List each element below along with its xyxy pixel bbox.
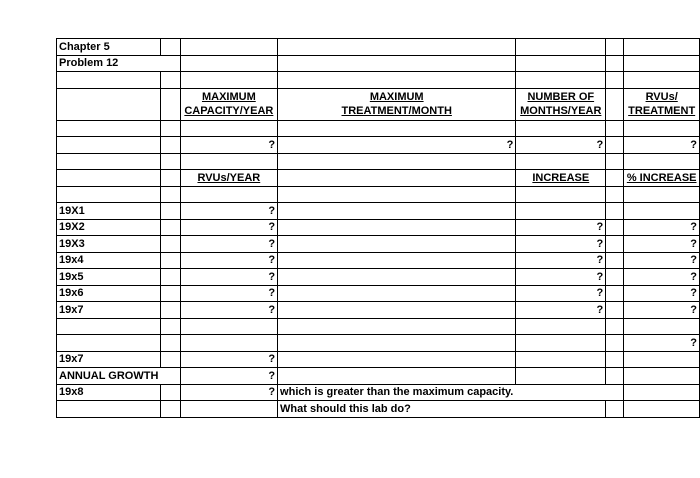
empty-cell: [57, 137, 161, 154]
empty-cell: [161, 384, 180, 401]
row-problem: [57, 55, 700, 72]
empty-cell: [278, 252, 516, 269]
year-label: 19x6: [57, 285, 161, 302]
pct-cell[interactable]: ?: [624, 219, 700, 236]
table-row: [57, 219, 700, 236]
empty-cell: [516, 351, 606, 368]
rvus-cell[interactable]: ?: [180, 269, 277, 286]
year-label: 19X3: [57, 236, 161, 253]
rvus-cell[interactable]: ?: [180, 236, 277, 253]
rvus-cell[interactable]: ?: [180, 302, 277, 319]
year-label: 19x7: [57, 302, 161, 319]
year-label: 19x4: [57, 252, 161, 269]
input-max-treatment[interactable]: ?: [278, 137, 516, 154]
pct-cell[interactable]: ?: [624, 252, 700, 269]
empty-cell: [161, 236, 180, 253]
empty-cell: [278, 203, 516, 220]
summary-19x7-row: [57, 351, 700, 368]
empty-cell: [278, 120, 516, 137]
empty-cell: [161, 401, 180, 418]
empty-cell: [161, 351, 180, 368]
empty-cell: [180, 186, 277, 203]
empty-cell: [161, 203, 180, 220]
subheader-increase: INCREASE: [516, 170, 606, 187]
empty-cell: [57, 120, 161, 137]
empty-cell: [624, 120, 700, 137]
annual-growth-row: [57, 368, 700, 385]
empty-cell: [606, 318, 624, 335]
empty-cell: [278, 318, 516, 335]
pct-cell[interactable]: [624, 203, 700, 220]
empty-cell: [606, 335, 624, 352]
header-row: [57, 88, 700, 120]
table-row: [57, 252, 700, 269]
empty-cell: [161, 170, 180, 187]
summary-19x7-value[interactable]: ?: [180, 351, 277, 368]
empty-cell: [161, 302, 180, 319]
empty-cell: [624, 153, 700, 170]
summary-19x7-label: 19x7: [57, 351, 161, 368]
year-label: 19x5: [57, 269, 161, 286]
empty-cell: [516, 153, 606, 170]
rvus-cell[interactable]: ?: [180, 219, 277, 236]
empty-cell: [161, 335, 180, 352]
empty-cell: [606, 401, 624, 418]
rvus-cell[interactable]: ?: [180, 285, 277, 302]
empty-cell: [161, 269, 180, 286]
note-line-2: What should this lab do?: [278, 401, 516, 418]
table-row: [57, 269, 700, 286]
empty-cell: [180, 335, 277, 352]
empty-cell: [278, 351, 516, 368]
empty-cell: [278, 236, 516, 253]
empty-cell: [606, 269, 624, 286]
empty-cell: [161, 186, 180, 203]
empty-cell: [161, 120, 180, 137]
increase-cell[interactable]: ?: [516, 285, 606, 302]
table-row: [57, 203, 700, 220]
increase-cell[interactable]: ?: [516, 302, 606, 319]
empty-cell: [516, 335, 606, 352]
empty-cell: [606, 252, 624, 269]
empty-cell: [606, 120, 624, 137]
empty-cell: [57, 153, 161, 170]
subheader-pct-increase: % INCREASE: [624, 170, 700, 187]
note-row: [57, 401, 700, 418]
header-max-treatment: MAXIMUM TREATMENT/MONTH: [278, 88, 516, 120]
empty-cell: [516, 318, 606, 335]
note-line-1: which is greater than the maximum capacity.: [278, 384, 516, 401]
pct-cell[interactable]: ?: [624, 285, 700, 302]
header-max-capacity: MAXIMUM CAPACITY/YEAR: [180, 88, 277, 120]
increase-cell[interactable]: ?: [516, 269, 606, 286]
subheader-row: [57, 170, 700, 187]
empty-cell: [624, 318, 700, 335]
empty-cell: [278, 335, 516, 352]
rvus-cell[interactable]: ?: [180, 252, 277, 269]
empty-cell: [57, 318, 161, 335]
input-months-per-year[interactable]: ?: [516, 137, 606, 154]
empty-cell: [516, 368, 606, 385]
annual-growth-label: ANNUAL GROWTH: [57, 368, 161, 385]
empty-cell: [606, 302, 624, 319]
summary-19x8-value[interactable]: ?: [180, 384, 277, 401]
empty-cell: [161, 219, 180, 236]
empty-cell: [624, 351, 700, 368]
increase-cell[interactable]: [516, 203, 606, 220]
empty-cell: [180, 72, 277, 89]
empty-cell: [278, 186, 516, 203]
empty-cell: [180, 153, 277, 170]
summary-19x8-row: [57, 384, 700, 401]
input-rvus-per-treatment[interactable]: ?: [624, 137, 700, 154]
chapter-label: Chapter 5: [57, 39, 161, 56]
empty-cell: [161, 137, 180, 154]
empty-cell: [516, 384, 606, 401]
empty-cell: [180, 401, 277, 418]
empty-cell: [516, 401, 606, 418]
empty-cell: [161, 285, 180, 302]
empty-cell: [516, 72, 606, 89]
empty-cell: [606, 153, 624, 170]
empty-cell: [606, 384, 624, 401]
empty-cell: [624, 368, 700, 385]
pct-cell[interactable]: ?: [624, 269, 700, 286]
empty-cell: [606, 203, 624, 220]
empty-cell: [57, 401, 161, 418]
table-row: [57, 285, 700, 302]
spreadsheet-grid: [56, 38, 700, 418]
empty-cell: [516, 120, 606, 137]
problem-label: Problem 12: [57, 55, 161, 72]
empty-cell: [278, 72, 516, 89]
empty-cell: [624, 186, 700, 203]
empty-cell: [161, 72, 180, 89]
empty-cell: [606, 186, 624, 203]
empty-cell: [606, 219, 624, 236]
input-row: [57, 137, 700, 154]
header-months-per-year: NUMBER OF MONTHS/YEAR: [516, 88, 606, 120]
empty-cell: [161, 368, 180, 385]
year-label: 19X1: [57, 203, 161, 220]
empty-cell: [606, 236, 624, 253]
table-row: [57, 236, 700, 253]
empty-cell: [180, 318, 277, 335]
empty-cell: [278, 153, 516, 170]
increase-cell[interactable]: ?: [516, 236, 606, 253]
input-max-capacity[interactable]: ?: [180, 137, 277, 154]
annual-growth-value[interactable]: ?: [180, 368, 277, 385]
row-chapter: [57, 39, 700, 56]
empty-cell: [606, 285, 624, 302]
empty-cell: [57, 335, 161, 352]
empty-cell: [278, 269, 516, 286]
year-label: 19X2: [57, 219, 161, 236]
empty-cell: [624, 401, 700, 418]
header-rvus-per-treatment: RVUs/ TREATMENT: [624, 88, 700, 120]
empty-cell: [606, 72, 624, 89]
empty-cell: [606, 351, 624, 368]
empty-cell: [161, 153, 180, 170]
empty-cell: [606, 170, 624, 187]
rvus-cell[interactable]: ?: [180, 203, 277, 220]
empty-cell: [516, 186, 606, 203]
pct-cell[interactable]: ?: [624, 302, 700, 319]
empty-cell: [278, 170, 516, 187]
empty-cell: [57, 186, 161, 203]
empty-cell: [180, 120, 277, 137]
empty-cell: [606, 137, 624, 154]
avg-pct-row: [57, 335, 700, 352]
increase-cell[interactable]: ?: [516, 219, 606, 236]
summary-19x8-label: 19x8: [57, 384, 161, 401]
empty-cell: [161, 252, 180, 269]
pct-cell[interactable]: ?: [624, 236, 700, 253]
empty-cell: [278, 368, 516, 385]
increase-cell[interactable]: ?: [516, 252, 606, 269]
empty-cell: [606, 368, 624, 385]
table-row: [57, 302, 700, 319]
subheader-rvus-year: RVUs/YEAR: [180, 170, 277, 187]
empty-cell: [57, 72, 161, 89]
avg-pct-cell[interactable]: ?: [624, 335, 700, 352]
empty-cell: [278, 219, 516, 236]
empty-cell: [278, 285, 516, 302]
empty-cell: [161, 318, 180, 335]
empty-cell: [624, 72, 700, 89]
empty-cell: [278, 302, 516, 319]
empty-cell: [57, 170, 161, 187]
empty-cell: [624, 384, 700, 401]
